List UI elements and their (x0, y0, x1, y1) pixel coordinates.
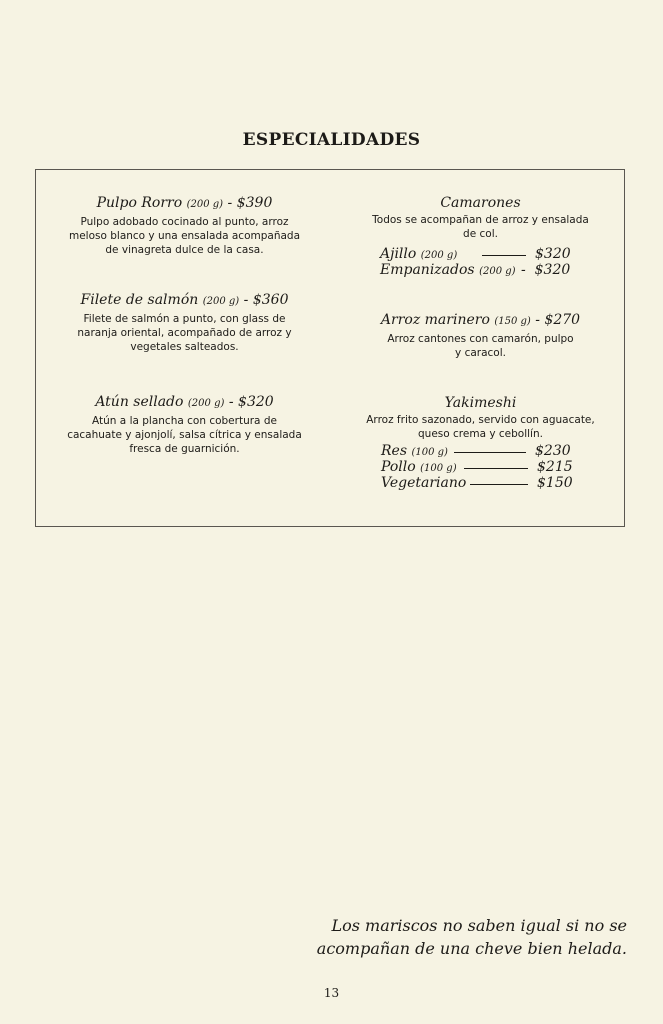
menu-item-yakimeshi (348, 394, 613, 491)
item-name: Camarones (440, 195, 521, 211)
option-name: Ajillo (200 g) (380, 246, 458, 262)
price-row-vegetariano (348, 475, 613, 491)
price-row-empanizados (348, 262, 613, 278)
option-name: Res (100 g) (381, 443, 448, 459)
item-title (52, 393, 317, 413)
menu-item-arroz-marinero (348, 311, 613, 360)
item-name: Filete de salmón (80, 292, 199, 308)
menu-item-filete-salmon (52, 291, 317, 354)
item-name: Arroz marinero (380, 312, 490, 328)
menu-item-atun-sellado (52, 393, 317, 456)
item-separator: - (535, 312, 540, 328)
item-description: Todos se acompañan de arroz y ensalada de col. (372, 214, 589, 240)
option-price: $150 (537, 475, 573, 491)
item-price: $390 (236, 195, 273, 211)
option-price: $230 (535, 443, 571, 459)
option-name: Empanizados (200 g) (380, 262, 516, 278)
item-description: Arroz cantones con camarón, pulpo y caracol. (387, 333, 574, 359)
item-weight: (200 g) (202, 296, 240, 307)
price-row-ajillo (348, 246, 613, 262)
menu-item-camarones (348, 194, 613, 278)
page-title: ESPECIALIDADES (242, 130, 421, 150)
item-price: $360 (252, 292, 289, 308)
option-price: $215 (537, 459, 573, 475)
item-weight: (200 g) (187, 398, 225, 409)
leader-line (470, 484, 528, 485)
option-price: - $320 (521, 262, 571, 278)
item-weight: (150 g) (494, 316, 531, 327)
item-separator: - (228, 394, 234, 410)
option-price: $320 (535, 246, 571, 262)
item-description: Filete de salmón a punto, con glass de naranja oriental, acompañado de arroz y vegetales salteados. (77, 313, 292, 353)
price-row-pollo (348, 459, 613, 475)
item-weight: (200 g) (186, 199, 224, 210)
item-name: Pulpo Rorro (96, 195, 183, 211)
leader-line (454, 452, 526, 453)
page-number: 13 (323, 986, 340, 1000)
item-name: Atún sellado (95, 394, 184, 410)
item-title (52, 194, 317, 214)
item-title (52, 291, 317, 311)
item-price: $270 (544, 312, 581, 328)
footer-quote: Los mariscos no saben igual si no se acompañan de una cheve bien helada. (316, 916, 627, 958)
menu-item-pulpo-rorro (52, 194, 317, 257)
item-description: Atún a la plancha con cobertura de cacahuate y ajonjolí, salsa cítrica y ensalada fresca de guarnición. (67, 415, 302, 455)
option-name: Vegetariano (381, 475, 467, 491)
item-description: Pulpo adobado cocinado al punto, arroz meloso blanco y una ensalada acompañada de vinagreta dulce de la casa. (68, 216, 301, 256)
leader-line (482, 255, 526, 256)
menu-box (35, 169, 625, 527)
item-description: Arroz frito sazonado, servido con aguacate, queso crema y cebollín. (366, 414, 595, 440)
item-title (348, 311, 613, 331)
item-separator: - (227, 195, 233, 211)
price-row-res (348, 443, 613, 459)
item-name: Yakimeshi (444, 395, 517, 411)
item-separator: - (243, 292, 249, 308)
leader-line (464, 468, 528, 469)
item-price: $320 (238, 394, 274, 410)
option-name: Pollo (100 g) (381, 459, 457, 475)
